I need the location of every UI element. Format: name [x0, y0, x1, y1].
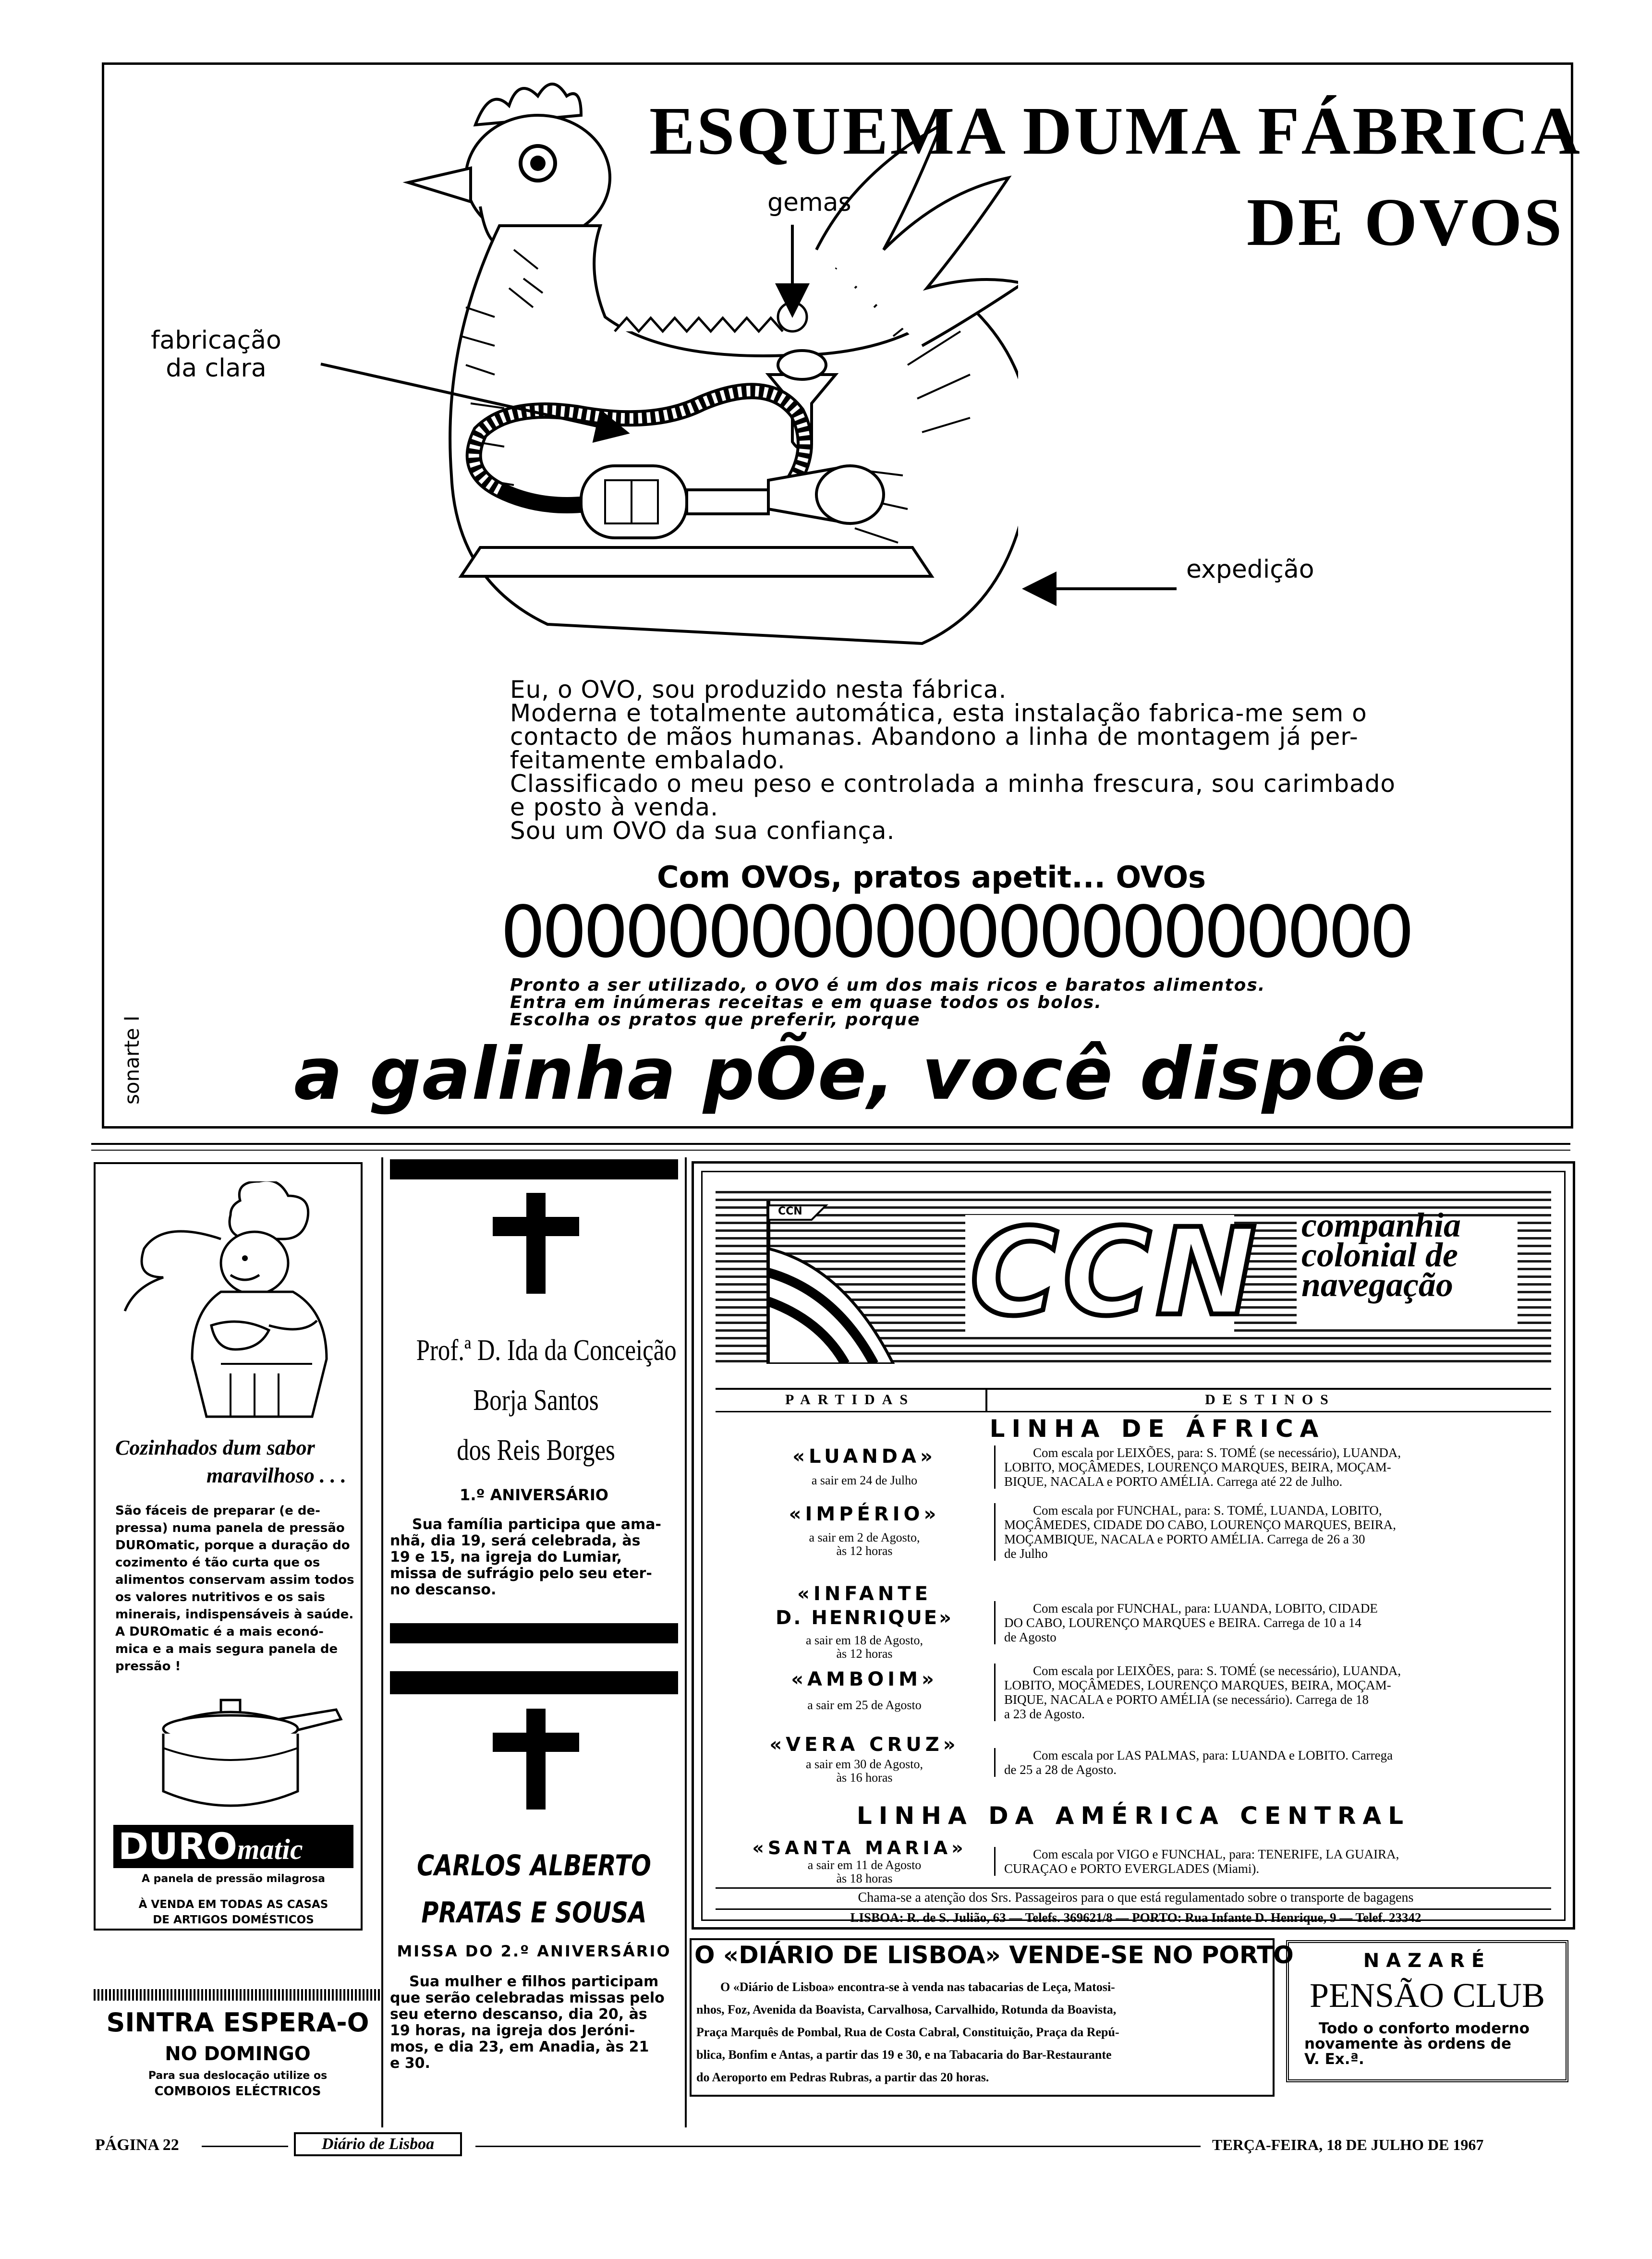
- obit2-name: [416, 1842, 652, 1936]
- ccn-logo: CCN: [970, 1202, 1262, 1342]
- obit2-body-line: Sua mulher e filhos participam: [409, 1973, 659, 1990]
- footer-date: TERÇA-FEIRA, 18 DE JULHO DE 1967: [1212, 2136, 1484, 2153]
- ship-name: «AMBOIM»: [791, 1668, 938, 1690]
- egg-ad-body: [510, 678, 1422, 843]
- dest-line: de Julho: [1004, 1546, 1048, 1561]
- obit1-top-bar: [390, 1159, 678, 1179]
- dest-line: Com escala por LEIXÕES, para: S. TOMÉ (se necessário), LUANDA,: [1033, 1664, 1401, 1678]
- label-clara-line1: fabricação: [151, 326, 281, 355]
- egg-ad-small-line: Escolha os pratos que preferir, porque: [510, 1010, 921, 1030]
- ship-name: «LUANDA»: [792, 1445, 936, 1468]
- duromatic-body: [115, 1502, 355, 1675]
- ccn-col-partidas: PARTIDAS: [785, 1392, 915, 1408]
- porto-body-line: O «Diário de Lisboa» encontra-se à venda nas tabacarias de Leça, Matosi-: [720, 1980, 1115, 1994]
- ccn-company-name: [1301, 1206, 1522, 1304]
- egg-ad-slogan: a galinha pÕe, você dispÕe: [294, 1032, 1427, 1116]
- egg-ad-small-line: Entra em inúmeras receitas e em quase todos os bolos.: [510, 993, 1102, 1012]
- footer-rule: [202, 2146, 288, 2147]
- duromatic-headline-line1: Cozinhados dum sabor: [115, 1436, 315, 1459]
- obit2-body-line: mos, e dia 23, em Anadia, às 21: [390, 2039, 649, 2055]
- duromatic-body-line: alimentos conservam assim todos: [115, 1573, 354, 1587]
- egg-ad-credit: sonarte I: [120, 1015, 144, 1105]
- obit1-name-line3: dos Reis Borges: [457, 1434, 615, 1467]
- dest-line: BIQUE, NACALA e PORTO AMÉLIA (se necessário). Carrega de 18: [1004, 1692, 1369, 1707]
- porto-body-line: nhos, Foz, Avenida da Boavista, Carvalhosa, Carvalhido, Rotunda da Boavista,: [696, 2003, 1117, 2016]
- obit2-body-line: que serão celebradas missas pelo: [390, 1990, 665, 2006]
- sintra-subtitle: NO DOMINGO: [165, 2043, 311, 2065]
- obit1-body-line: nhã, dia 19, será celebrada, às: [390, 1532, 641, 1549]
- obit2-body-line: e 30.: [390, 2055, 430, 2072]
- obit1-bottom-bar: [390, 1623, 678, 1643]
- porto-body-line: do Aeroporto em Pedras Rubras, a partir das 20 horas.: [696, 2070, 989, 2084]
- egg-ad-tagline: Com OVOs, pratos apetit... OVOs: [657, 860, 1206, 895]
- dest-line: Com escala por LEIXÕES, para: S. TOMÉ (se necessário), LUANDA,: [1033, 1445, 1401, 1460]
- sintra-line2: COMBOIOS ELÉCTRICOS: [154, 2084, 321, 2099]
- ship-departure-line: a sair em 11 de Agosto: [807, 1858, 922, 1872]
- nazare-line: novamente às ordens de: [1304, 2035, 1512, 2053]
- ccn-company-line3: navegação: [1301, 1265, 1453, 1304]
- duromatic-headline-line2: maravilhoso . . .: [206, 1464, 346, 1487]
- dest-line: a 23 de Agosto.: [1004, 1707, 1085, 1721]
- obit1-body-line: no descanso.: [390, 1581, 497, 1598]
- sintra-title: SINTRA ESPERA-O: [106, 2007, 369, 2038]
- egg-ad-body-line: Eu, o OVO, sou produzido nesta fábrica.: [510, 676, 1007, 704]
- ship-destinations: [994, 1664, 1547, 1721]
- obit1-anniversary: 1.º ANIVERSÁRIO: [460, 1486, 608, 1504]
- column-divider: [381, 1157, 383, 2127]
- label-arrows: [0, 0, 1652, 672]
- obit1-body: [390, 1517, 678, 1598]
- ccn-line-africa: LINHA DE ÁFRICA: [989, 1415, 1325, 1443]
- duromatic-caption: A panela de pressão milagrosa: [141, 1873, 326, 1885]
- dest-line: Com escala por VIGO e FUNCHAL, para: TENERIFE, LA GUAIRA,: [1033, 1847, 1399, 1861]
- obit1-body-line: 19 e 15, na igreja do Lumiar,: [390, 1549, 622, 1566]
- dest-line: de Agosto: [1004, 1630, 1057, 1644]
- dest-line: Com escala por LAS PALMAS, para: LUANDA e LOBITO. Carrega: [1033, 1748, 1393, 1762]
- sintra-line1: Para sua deslocação utilize os: [148, 2070, 328, 2082]
- duromatic-footer-line2: DE ARTIGOS DOMÉSTICOS: [153, 1914, 314, 1926]
- egg-row: 0000000000000000000000: [500, 891, 1411, 973]
- obit1-name-line2: Borja Santos: [473, 1384, 599, 1417]
- dest-line: Com escala por FUNCHAL, para: LUANDA, LOBITO, CIDADE: [1033, 1601, 1378, 1615]
- dest-line: LOBITO, MOÇÂMEDES, LOURENÇO MARQUES, BEIRA, MOÇAM-: [1004, 1460, 1391, 1474]
- ship-departure: a sair em 24 de Julho: [811, 1473, 918, 1487]
- nazare-body: [1304, 2021, 1554, 2067]
- duromatic-body-line: pressa) numa panela de pressão: [115, 1521, 345, 1535]
- dest-line: LOBITO, MOÇÂMEDES, LOURENÇO MARQUES, BEIRA, MOÇAM-: [1004, 1678, 1391, 1692]
- cross-icon: [493, 1193, 579, 1294]
- ccn-company-line2: colonial de: [1301, 1236, 1458, 1274]
- ship-name-line2: D. HENRIQUE»: [776, 1607, 953, 1629]
- dest-line: de 25 a 28 de Agosto.: [1004, 1762, 1117, 1777]
- dest-line: MOÇAMBIQUE, NACALA e PORTO AMÉLIA. Carrega de 26 a 30: [1004, 1532, 1365, 1546]
- ship-departure: [744, 1858, 984, 1885]
- obit2-top-bar: [390, 1671, 678, 1694]
- duromatic-body-line: São fáceis de preparar (e de-: [115, 1504, 320, 1518]
- porto-body-line: Praça Marquês de Pombal, Rua de Costa Cabral, Constituição, Praça da Repú-: [696, 2025, 1119, 2039]
- dest-line: Com escala por FUNCHAL, para: S. TOMÉ, LUANDA, LOBITO,: [1033, 1503, 1382, 1518]
- section-rule: [91, 1150, 1570, 1151]
- obit1-body-line: missa de sufrágio pelo seu eter-: [390, 1565, 652, 1582]
- ccn-line-america: LINHA DA AMÉRICA CENTRAL: [856, 1802, 1410, 1830]
- ccn-note: Chama-se a atenção dos Srs. Passageiros para o que está regulamentado sobre o transporte de bagagens: [858, 1890, 1414, 1905]
- duromatic-logo-a: DURO: [118, 1825, 237, 1868]
- ccn-flag-text: CCN: [778, 1205, 802, 1217]
- ccn-table-rule: [716, 1908, 1551, 1910]
- sintra-top-rule: [94, 1989, 382, 2001]
- ship-name: «IMPÉRIO»: [789, 1503, 940, 1525]
- duromatic-headline: [115, 1434, 355, 1490]
- ship-departure: [744, 1758, 984, 1785]
- ship-destinations: [994, 1503, 1547, 1561]
- duromatic-footer-line1: À VENDA EM TODAS AS CASAS: [138, 1898, 328, 1911]
- egg-ad-title-line1: ESQUEMA DUMA FÁBRICA: [649, 93, 1582, 169]
- obit1-body-line: Sua família participa que ama-: [412, 1516, 661, 1533]
- ship-destinations: [994, 1847, 1547, 1876]
- obit2-body: [390, 1974, 678, 2072]
- obit2-name-line2: PRATAS E SOUSA: [421, 1896, 647, 1930]
- ship-name: «SANTA MARIA»: [752, 1837, 967, 1858]
- obit1-name: [416, 1325, 677, 1475]
- duromatic-footer: [113, 1897, 353, 1928]
- label-clara-line2: da clara: [166, 354, 267, 383]
- ship-destinations: [994, 1601, 1547, 1644]
- egg-ad-body-line: Classificado o meu peso e controlada a minha frescura, sou carimbado: [510, 770, 1396, 798]
- duromatic-body-line: os valores nutritivos e os sais: [115, 1590, 325, 1604]
- ship-name-line1: «INFANTE: [797, 1583, 932, 1605]
- egg-ad-body-line: feitamente embalado.: [510, 746, 786, 774]
- ship-departure-line: a sair em 2 de Agosto,: [809, 1530, 920, 1544]
- cross-icon: [493, 1709, 579, 1810]
- label-gemas: gemas: [767, 188, 851, 217]
- egg-ad-small-line: Pronto a ser utilizado, o OVO é um dos mais ricos e baratos alimentos.: [510, 975, 1266, 995]
- ship-name: [744, 1582, 984, 1630]
- dest-line: CURAÇAO e PORTO EVERGLADES (Miami).: [1004, 1861, 1260, 1876]
- ship-departure-line: às 12 horas: [836, 1647, 893, 1661]
- ship-destinations: [994, 1445, 1547, 1489]
- obit1-name-line1: Prof.ª D. Ida da Conceição: [416, 1334, 677, 1367]
- egg-ad-body-line: Sou um OVO da sua confiança.: [510, 817, 895, 845]
- dest-line: MOÇÂMEDES, CIDADE DO CABO, LOURENÇO MARQUES, BEIRA,: [1004, 1518, 1397, 1532]
- egg-ad-small-text: [510, 977, 1265, 1029]
- obit2-body-line: 19 horas, na igreja dos Jeróni-: [390, 2022, 635, 2039]
- ship-departure-line: às 12 horas: [836, 1544, 893, 1558]
- obit2-anniversary: MISSA DO 2.º ANIVERSÁRIO: [397, 1942, 671, 1960]
- ccn-table-rule: [716, 1388, 1551, 1390]
- nazare-town: NAZARÉ: [1363, 1950, 1492, 1972]
- chef-illustration: [110, 1181, 346, 1431]
- ccn-col-divider: [985, 1388, 987, 1412]
- egg-ad-body-line: e posto à venda.: [510, 793, 718, 821]
- ccn-col-destinos: DESTINOS: [1205, 1392, 1336, 1408]
- porto-body-line: blica, Bonfim e Antas, a partir das 19 e 30, e na Tabacaria do Bar-Restaurante: [696, 2048, 1112, 2062]
- dest-line: DO CABO, LOURENÇO MARQUES e BEIRA. Carrega de 10 a 14: [1004, 1615, 1361, 1630]
- duromatic-logo: [113, 1825, 353, 1868]
- ccn-table-rule: [716, 1411, 1551, 1412]
- ship-departure: [744, 1531, 984, 1558]
- ship-departure-line: a sair em 18 de Agosto,: [805, 1633, 923, 1647]
- column-divider: [685, 1157, 687, 2127]
- ccn-table-rule: [716, 1887, 1551, 1889]
- ship-destinations: [994, 1748, 1547, 1777]
- footer-rule: [475, 2146, 1201, 2147]
- footer-masthead: Diário de Lisboa: [294, 2132, 462, 2156]
- egg-ad-title-line2: DE OVOS: [1247, 184, 1564, 260]
- label-expedicao: expedição: [1186, 555, 1314, 584]
- section-rule: [91, 1143, 1570, 1145]
- ccn-company-line1: companhia: [1301, 1206, 1461, 1244]
- porto-title: O «DIÁRIO DE LISBOA» VENDE-SE NO PORTO: [694, 1941, 1294, 1969]
- duromatic-body-line: DUROmatic, porque a duração do: [115, 1538, 350, 1553]
- obit2-name-line1: CARLOS ALBERTO: [417, 1849, 651, 1882]
- egg-ad-body-line: Moderna e totalmente automática, esta instalação fabrica-me sem o: [510, 699, 1367, 727]
- duromatic-body-line: mica e a mais segura panela de: [115, 1642, 338, 1656]
- ship-departure-line: às 18 horas: [836, 1871, 893, 1885]
- ship-departure: a sair em 25 de Agosto: [807, 1698, 922, 1712]
- duromatic-body-line: cozimento é tão curta que os: [115, 1555, 320, 1570]
- nazare-name: PENSÃO CLUB: [1309, 1976, 1545, 2015]
- ship-name: «VERA CRUZ»: [769, 1734, 960, 1756]
- ship-departure: [744, 1634, 984, 1661]
- porto-body: [696, 1976, 1271, 2089]
- duromatic-logo-b: matic: [237, 1834, 303, 1865]
- pressure-cooker-illustration: [144, 1695, 346, 1815]
- obit2-body-line: seu eterno descanso, dia 20, às: [390, 2006, 647, 2023]
- duromatic-body-line: minerais, indispensáveis à saúde.: [115, 1607, 354, 1622]
- ship-departure-line: às 16 horas: [836, 1771, 893, 1785]
- duromatic-body-line: A DUROmatic é a mais econó-: [115, 1625, 324, 1639]
- nazare-line: V. Ex.ª.: [1304, 2051, 1364, 2068]
- ship-departure-line: a sair em 30 de Agosto,: [805, 1757, 923, 1771]
- ccn-contacts: LISBOA: R. de S. Julião, 63 — Telefs. 369621/8 — PORTO: Rua Infante D. Henrique, 9 — Telef. 23342: [850, 1910, 1421, 1925]
- footer-page-number: PÁGINA 22: [95, 2136, 179, 2154]
- dest-line: BIQUE, NACALA e PORTO AMÉLIA. Carrega até 22 de Julho.: [1004, 1474, 1343, 1489]
- nazare-line: Todo o conforto moderno: [1319, 2020, 1530, 2037]
- egg-ad-body-line: contacto de mãos humanas. Abandono a linha de montagem já per-: [510, 723, 1359, 751]
- duromatic-body-line: pressão !: [115, 1659, 181, 1674]
